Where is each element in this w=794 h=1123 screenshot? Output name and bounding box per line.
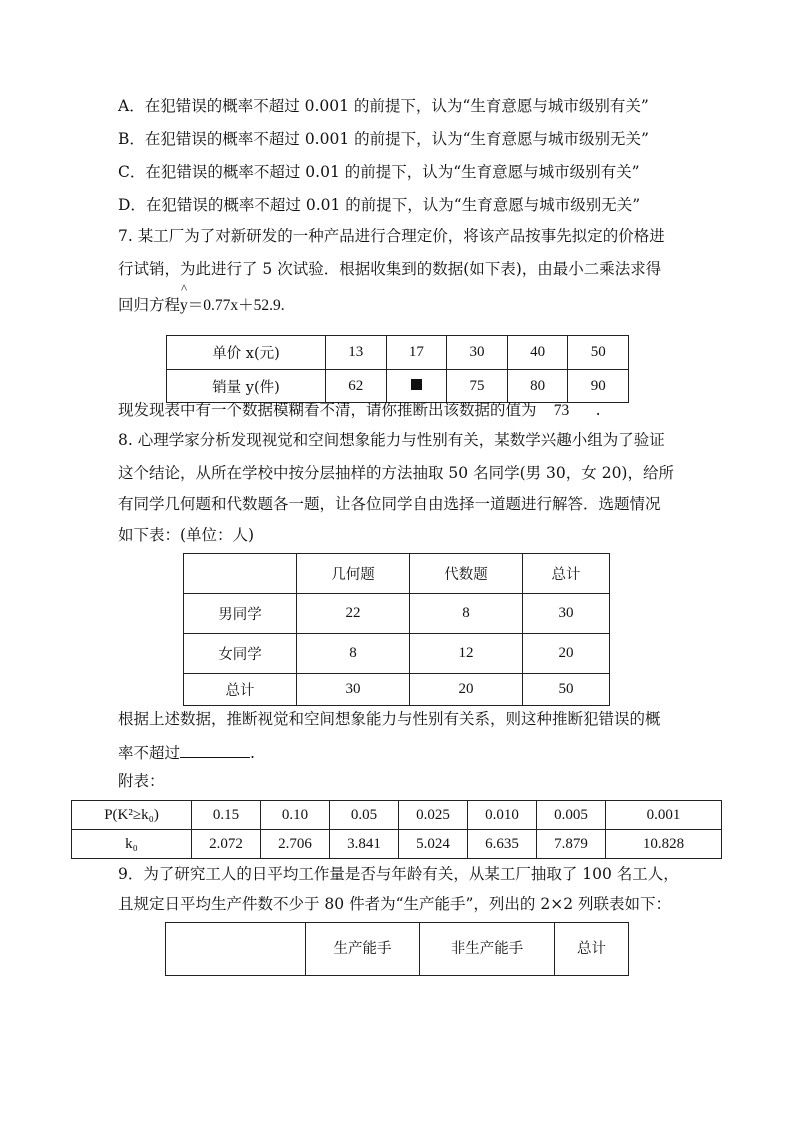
table-cell: 30 (523, 594, 610, 634)
q7-line-3 (118, 281, 285, 316)
q7-line-2: 行试销，为此进行了 5 次试验．根据收集到的数据(如下表)，由最小二乘法求得 (118, 260, 662, 278)
q9-line-1: 9．为了研究工人的日平均工作量是否与年龄有关，从某工厂抽取了 100 名工人， (118, 865, 679, 883)
table-header (166, 923, 306, 976)
q7-regression-prefix: 回归方程 (118, 296, 181, 314)
table-cell: 20 (523, 634, 610, 674)
option-a: A．在犯错误的概率不超过 0.001 的前提下，认为“生育意愿与城市级别有关” (118, 97, 649, 115)
y-variable: y (180, 297, 188, 314)
q7-end-mark: . (595, 401, 601, 419)
table-cell: 0.001 (606, 801, 722, 830)
row-label-k0: k₀ (72, 830, 192, 859)
row-label-sales: 销量 y(件) (167, 370, 326, 403)
q7-line-1: 7. 某工厂为了对新研发的一种产品进行合理定价，将该产品按事先拟定的价格进 (118, 227, 665, 245)
table-cell: 7.879 (537, 830, 606, 859)
table-cell: 62 (326, 370, 387, 403)
q7-followup-text: 现发现表中有一个数据模糊看不清，请你推断出该数据的值为 (118, 401, 537, 419)
table-cell: 20 (410, 674, 523, 706)
table-cell: 女同学 (184, 634, 297, 674)
q7-followup (118, 400, 601, 421)
table-row (184, 594, 610, 634)
q9-contingency-table (165, 922, 629, 976)
table-cell: 3.841 (330, 830, 399, 859)
table-cell: 5.024 (399, 830, 468, 859)
table-cell: 8 (297, 634, 410, 674)
option-d: D．在犯错误的概率不超过 0.01 的前提下，认为“生育意愿与城市级别无关” (118, 196, 641, 214)
hat-symbol: ^ (181, 281, 188, 296)
table-cell: 50 (568, 336, 629, 370)
q8-choice-table (183, 553, 610, 706)
table-cell: 30 (297, 674, 410, 706)
q8-after-2-text: 率不超过 (118, 744, 181, 762)
table-row (167, 370, 629, 403)
q8-line-4: 如下表：(单位：人) (118, 526, 255, 544)
option-b: B．在犯错误的概率不超过 0.001 的前提下，认为“生育意愿与城市级别无关” (118, 130, 649, 148)
table-cell: 17 (386, 336, 447, 370)
appendix-label: 附表： (118, 772, 165, 790)
table-header (184, 554, 297, 594)
table-header-row (166, 923, 629, 976)
row-label-probability: P(K²≥k₀) (72, 801, 192, 830)
table-cell: 40 (507, 336, 568, 370)
table-cell: 0.010 (468, 801, 537, 830)
q8-after-2-end: . (250, 744, 255, 762)
answer-blank (180, 741, 250, 758)
table-cell: 13 (326, 336, 387, 370)
y-hat (180, 281, 188, 316)
table-header: 生产能手 (306, 923, 420, 976)
table-header: 代数题 (410, 554, 523, 594)
regression-equation: ＝0.77x＋52.9. (187, 297, 285, 314)
q9-line-2: 且规定日平均生产件数不少于 80 件者为“生产能手”，列出的 2×2 列联表如下： (118, 895, 671, 913)
table-header: 总计 (523, 554, 610, 594)
table-cell: 0.10 (261, 801, 330, 830)
table-cell: 80 (507, 370, 568, 403)
row-label-price: 单价 x(元) (167, 336, 326, 370)
table-row (72, 801, 722, 830)
table-row (72, 830, 722, 859)
appendix-critical-value-table (71, 800, 722, 859)
table-cell: 6.635 (468, 830, 537, 859)
table-cell: 12 (410, 634, 523, 674)
q8-after-1: 根据上述数据，推断视觉和空间想象能力与性别有关系，则这种推断犯错误的概 (118, 710, 661, 728)
q7-answer: 73 (553, 402, 570, 419)
table-header-row (184, 554, 610, 594)
table-cell: 8 (410, 594, 523, 634)
q8-line-1: 8. 心理学家分析发现视觉和空间想象能力与性别有关，某数学兴趣小组为了验证 (118, 431, 665, 449)
q8-after-2 (118, 741, 255, 763)
q8-line-2: 这个结论，从所在学校中按分层抽样的方法抽取 50 名同学(男 30，女 20)，给所 (118, 464, 674, 482)
table-cell: 总计 (184, 674, 297, 706)
table-row (184, 674, 610, 706)
table-cell: 75 (447, 370, 508, 403)
table-cell: 男同学 (184, 594, 297, 634)
table-cell: 0.025 (399, 801, 468, 830)
table-cell: 2.072 (192, 830, 261, 859)
q7-price-sales-table (166, 335, 629, 403)
table-cell: 30 (447, 336, 508, 370)
blurred-cell (386, 370, 447, 403)
table-header: 非生产能手 (420, 923, 555, 976)
table-cell: 10.828 (606, 830, 722, 859)
table-cell: 0.005 (537, 801, 606, 830)
table-cell: 50 (523, 674, 610, 706)
option-c: C．在犯错误的概率不超过 0.01 的前提下，认为“生育意愿与城市级别有关” (118, 163, 640, 181)
table-cell: 0.05 (330, 801, 399, 830)
table-header: 总计 (555, 923, 629, 976)
q8-line-3: 有同学几何题和代数题各一题，让各位同学自由选择一道题进行解答．选题情况 (118, 495, 661, 513)
table-cell: 22 (297, 594, 410, 634)
black-square-icon (411, 379, 422, 390)
table-cell: 2.706 (261, 830, 330, 859)
table-cell: 0.15 (192, 801, 261, 830)
table-header: 几何题 (297, 554, 410, 594)
table-row (184, 634, 610, 674)
table-row (167, 336, 629, 370)
table-cell: 90 (568, 370, 629, 403)
